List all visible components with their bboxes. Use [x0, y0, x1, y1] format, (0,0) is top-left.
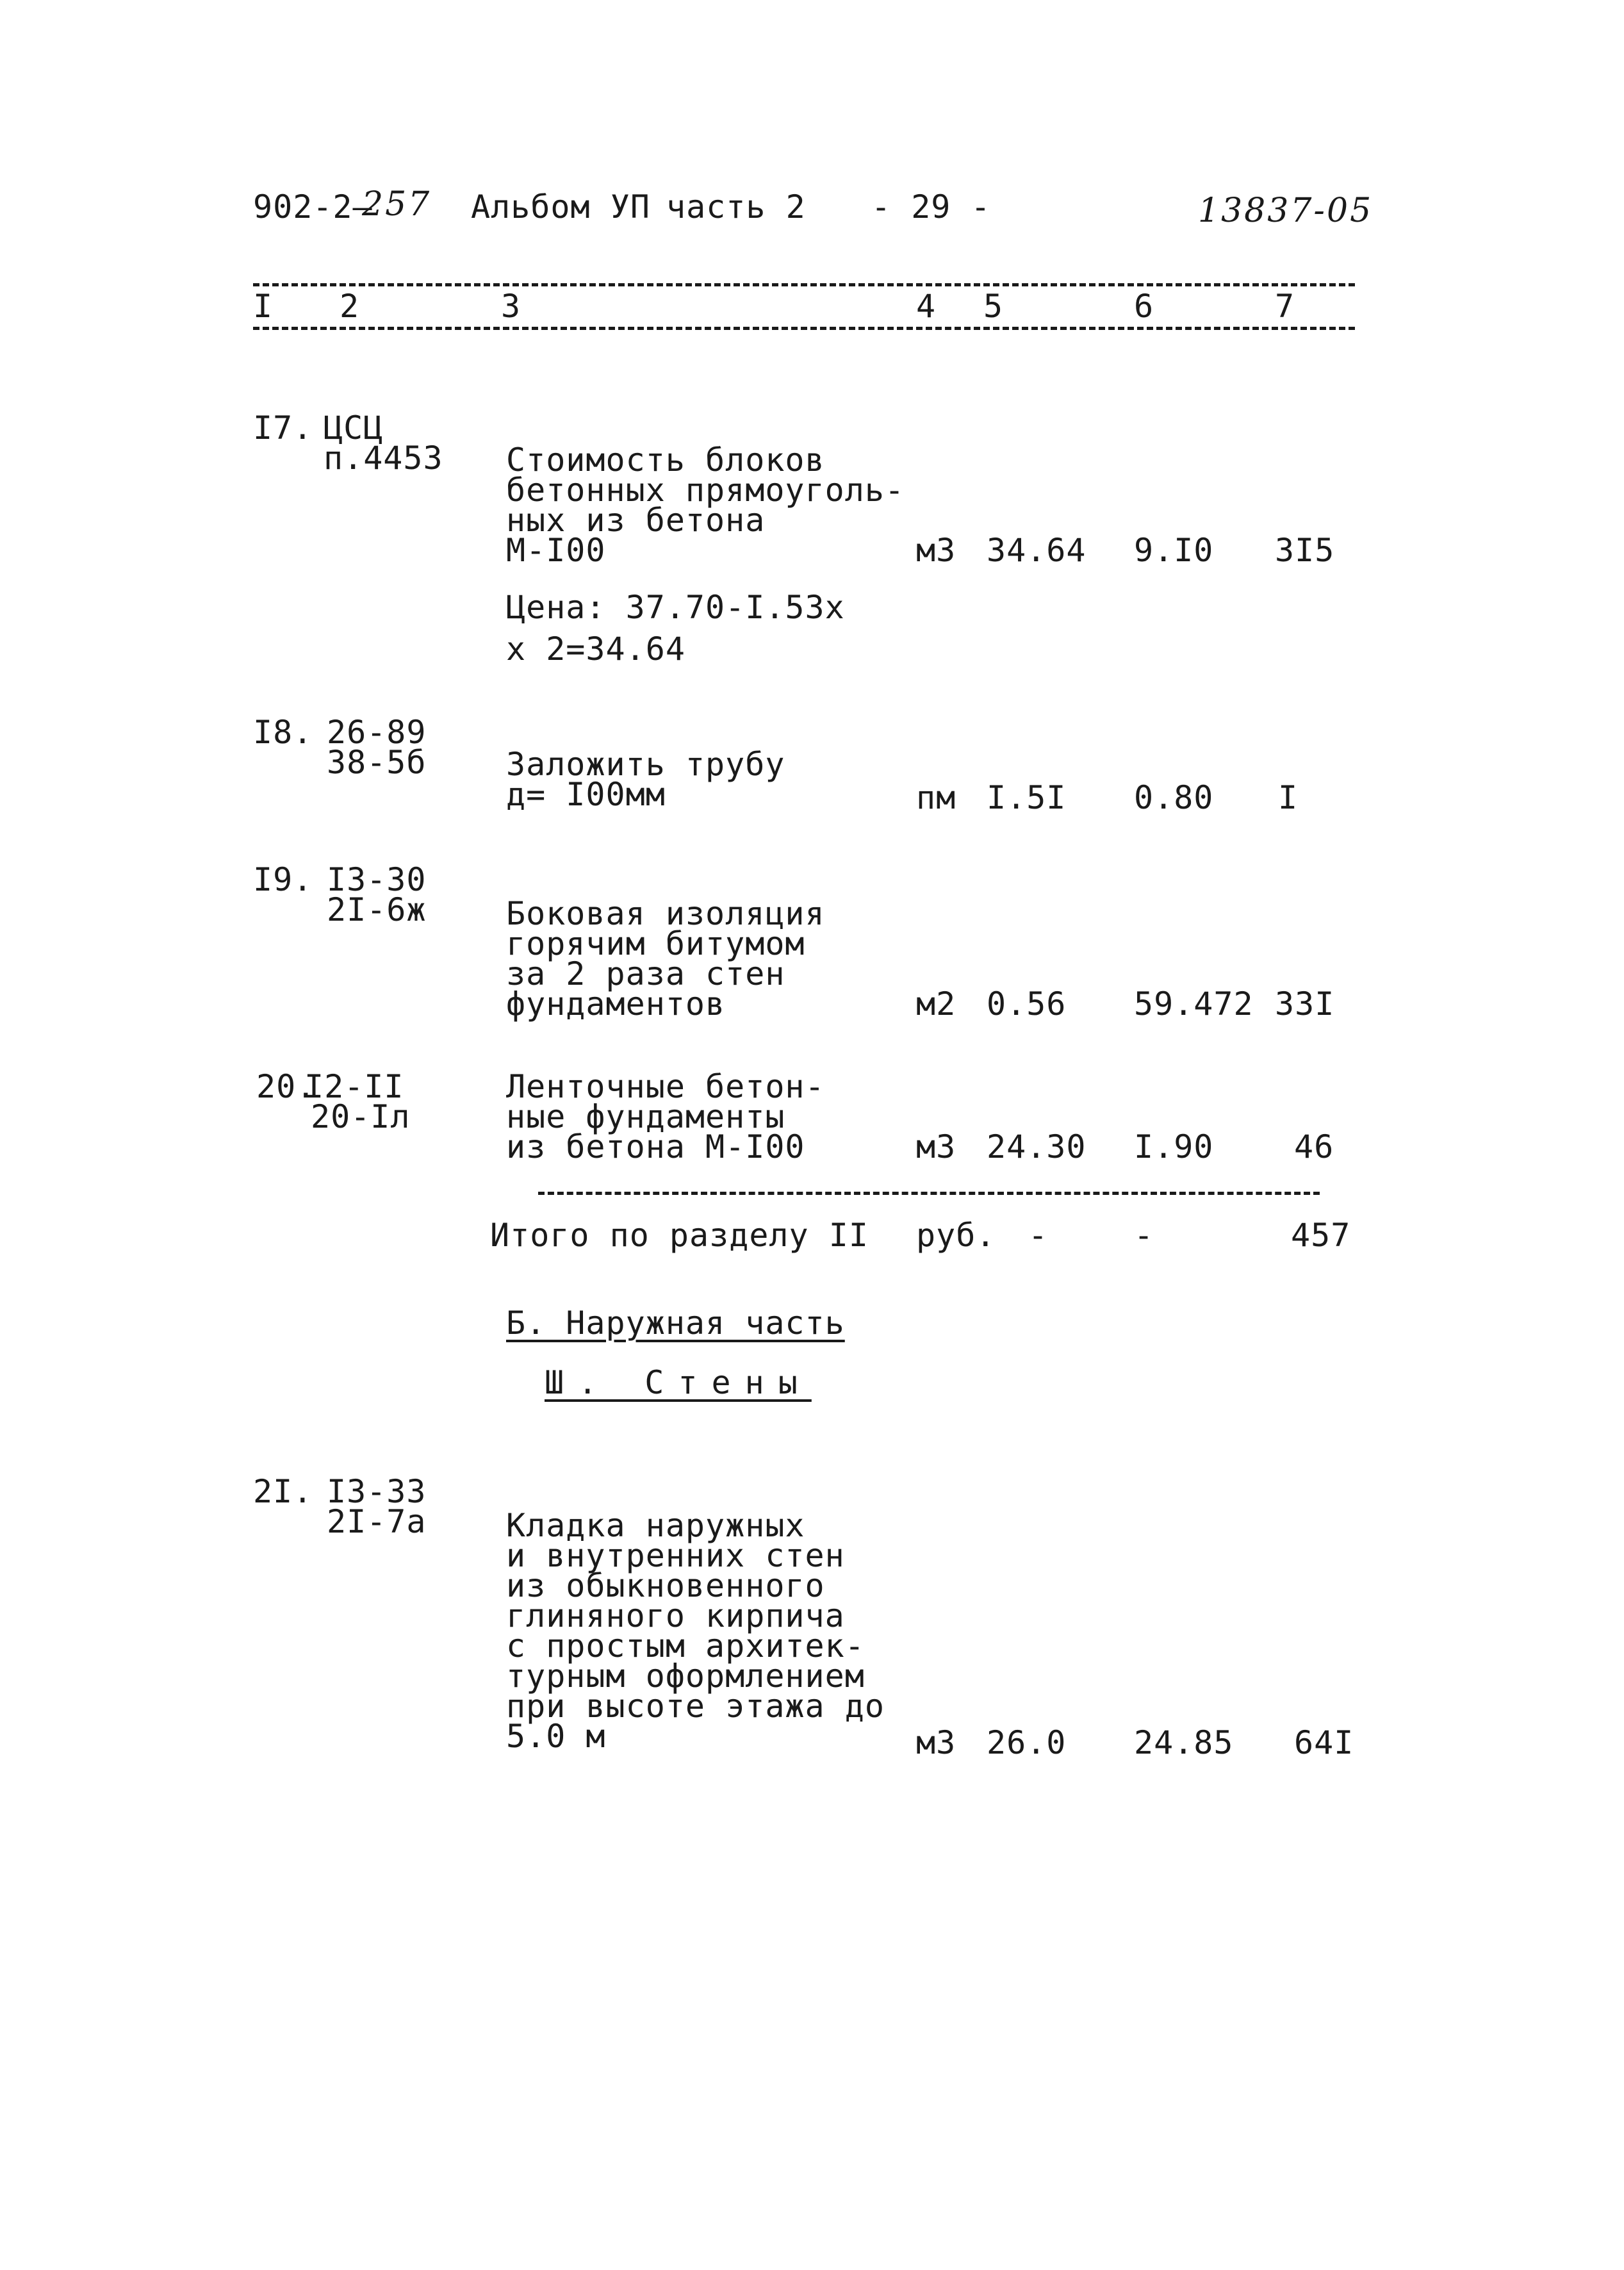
subtotal-total: 457	[1291, 1217, 1351, 1254]
inventory-number: 13837-05	[1198, 192, 1374, 230]
column-number-2: 2	[340, 288, 360, 325]
column-number-1: I	[253, 288, 274, 325]
row-code: 2I-7а	[327, 1503, 427, 1540]
section-heading-b: Б. Наружная часть	[506, 1304, 845, 1342]
row-code: 2I-6ж	[327, 891, 427, 928]
row-code: I3-30	[327, 861, 427, 898]
row-unit-price: I.90	[1134, 1128, 1214, 1165]
page-number: - 29 -	[871, 188, 991, 226]
row-description: бетонных прямоуголь-	[506, 472, 905, 509]
album-label: Альбом УП	[471, 188, 650, 226]
row-price-note: Цена: 37.70-I.53х	[506, 589, 845, 626]
row-code: ЦСЦ	[324, 409, 384, 447]
row-description: 5.0 м	[506, 1718, 606, 1755]
row-description: из бетона М-I00	[506, 1128, 805, 1165]
row-code: 38-5б	[327, 744, 427, 781]
row-total: I	[1278, 779, 1299, 816]
header-rule-top	[253, 283, 1355, 286]
row-total: 33I	[1275, 985, 1335, 1023]
row-total: 64I	[1294, 1724, 1354, 1761]
row-unit-price: 0.80	[1134, 779, 1214, 816]
subtotal-label: Итого по разделу II	[490, 1217, 869, 1254]
column-number-6: 6	[1134, 288, 1154, 325]
row-total: 46	[1294, 1128, 1334, 1165]
subtotal-quantity: -	[1028, 1217, 1049, 1254]
doc-code-printed: 902-2—	[253, 188, 373, 226]
column-number-4: 4	[916, 288, 937, 325]
part-label: часть 2	[666, 188, 806, 226]
row-description: Заложить трубу	[506, 746, 785, 783]
subtotal-unit: руб.	[916, 1217, 996, 1254]
column-number-5: 5	[983, 288, 1004, 325]
subtotal-rule	[538, 1192, 1320, 1195]
row-unit: пм	[916, 779, 956, 816]
row-code: 20-Iл	[311, 1098, 411, 1135]
row-unit: м2	[916, 985, 956, 1023]
row-quantity: 0.56	[987, 985, 1067, 1023]
row-quantity: I.5I	[987, 779, 1067, 816]
row-number: I9.	[253, 861, 313, 898]
row-description: ные фундаменты	[506, 1098, 785, 1135]
row-unit: м3	[916, 532, 956, 569]
row-unit-price: 9.I0	[1134, 532, 1214, 569]
row-unit: м3	[916, 1128, 956, 1165]
row-description: горячим битумом	[506, 925, 805, 962]
row-description: за 2 раза стен	[506, 955, 785, 992]
row-description: Кладка наружных	[506, 1507, 805, 1544]
row-description: с простым архитек-	[506, 1627, 865, 1665]
row-quantity: 26.0	[987, 1724, 1067, 1761]
row-unit: м3	[916, 1724, 956, 1761]
row-description: из обыкновенного	[506, 1567, 825, 1604]
row-description: Стоимость блоков	[506, 441, 825, 479]
row-description: турным оформлением	[506, 1657, 865, 1695]
row-description: Боковая изоляция	[506, 895, 825, 932]
row-description: ных из бетона	[506, 502, 766, 539]
row-number: I8.	[253, 714, 313, 751]
row-quantity: 34.64	[987, 532, 1087, 569]
row-description: М-I00	[506, 532, 606, 569]
row-number: I7.	[253, 409, 313, 447]
row-code: I3-33	[327, 1473, 427, 1510]
row-code: п.4453	[324, 440, 443, 477]
row-description: фундаментов	[506, 985, 726, 1023]
row-number: 20.	[256, 1068, 316, 1105]
row-description: Ленточные бетон-	[506, 1068, 825, 1105]
row-price-note: х 2=34.64	[506, 630, 685, 668]
row-unit-price: 24.85	[1134, 1724, 1234, 1761]
row-code: 26-89	[327, 714, 427, 751]
row-code: I2-II	[304, 1068, 404, 1105]
header-rule-bottom	[253, 327, 1355, 330]
column-number-7: 7	[1275, 288, 1295, 325]
row-quantity: 24.30	[987, 1128, 1087, 1165]
section-heading-walls: Ш. Стены	[545, 1364, 812, 1401]
row-description: при высоте этажа до	[506, 1688, 885, 1725]
column-number-3: 3	[501, 288, 521, 325]
row-description: и внутренних стен	[506, 1537, 845, 1574]
row-description: д= I00мм	[506, 776, 666, 813]
doc-code-handwritten: 257	[362, 185, 432, 224]
row-number: 2I.	[253, 1473, 313, 1510]
row-unit-price: 59.472	[1134, 985, 1254, 1023]
row-total: 3I5	[1275, 532, 1335, 569]
row-description: глиняного кирпича	[506, 1597, 845, 1634]
subtotal-price: -	[1134, 1217, 1154, 1254]
